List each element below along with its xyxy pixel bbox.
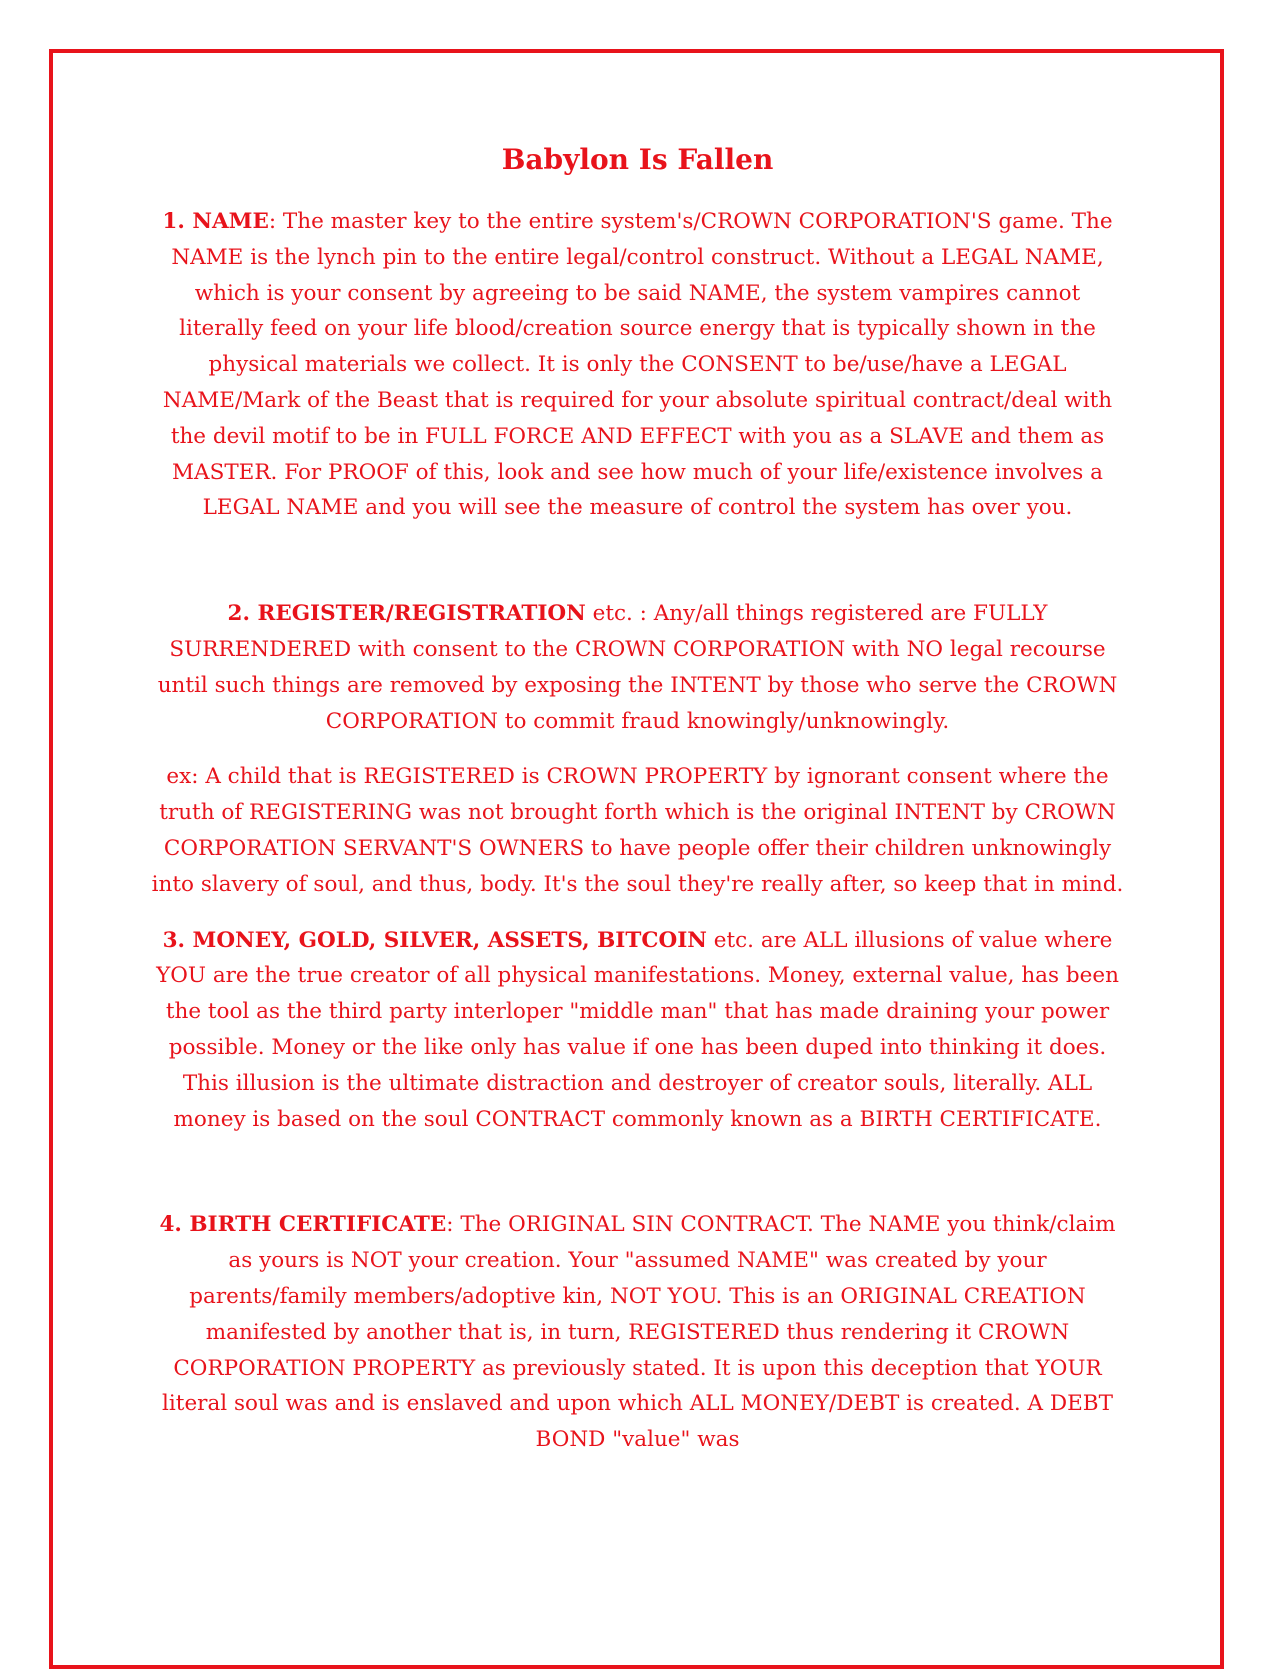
document-title: Babylon Is Fallen <box>501 143 774 176</box>
spacer <box>150 903 1125 923</box>
section-text: : The ORIGINAL SIN CONTRACT. The NAME you think/claim as yours is NOT your creation. Your "assumed NAME" was created by your parents/family members/adoptive kin, NOT YOU. This is an ORIGINAL CREATION manifested by another that is, in turn, REGISTERED thus rendering it CROWN CORPORATION PROPERTY as previously stated. It is upon this deception that YOUR literal soul was and is enslaved and upon which ALL MONEY/DEBT is created. A DEBT BOND "value" was <box>162 1212 1116 1453</box>
spacer <box>150 739 1125 759</box>
document-body <box>150 140 1125 1458</box>
section-money <box>150 923 1125 1138</box>
section-register <box>150 596 1125 739</box>
spacer <box>150 526 1125 596</box>
section-lead: 1. NAME <box>162 209 269 234</box>
spacer <box>150 1137 1125 1207</box>
section-lead: 4. BIRTH CERTIFICATE <box>159 1212 447 1238</box>
section-text: etc. : Any/all things registered are FULLY SURRENDERED with consent to the CROWN CORPORATION with NO legal recourse until such things are removed by exposing the INTENT by those who serve the CROWN CORPORATION to commit fraud knowingly/unknowingly. <box>157 601 1118 734</box>
section-lead: 2. REGISTER/REGISTRATION <box>227 601 586 627</box>
section-birth-certificate <box>150 1207 1125 1458</box>
section-name <box>150 204 1125 526</box>
section-text: : The master key to the entire system's/CROWN CORPORATION'S game. The NAME is the lynch pin to the entire legal/control construct. Without a LEGAL NAME, which is your consent by agreeing to be said NAME, the system vampires cannot literally feed on your life blood/creation source energy that is typically shown in the physical materials we collect. It is only the CONSENT to be/use/have a LEGAL NAME/Mark of the Beast that is required for your absolute spiritual contract/deal with the devil motif to be in FULL FORCE AND EFFECT with you as a SLAVE and them as MASTER. For PROOF of this, look and see how much of your life/existence involves a LEGAL NAME and you will see the measure of control the system has over you. <box>162 209 1113 521</box>
section-lead: 3. MONEY, GOLD, SILVER, ASSETS, BITCOIN <box>162 927 707 953</box>
section-register-example: ex: A child that is REGISTERED is CROWN PROPERTY by ignorant consent where the truth of REGISTERING was not brought forth which is the original INTENT by CROWN CORPORATION SERVANT'S OWNERS to have people offer their children unknowingly into slavery of soul, and thus, body. It's the soul they're really after, so keep that in mind. <box>151 764 1124 897</box>
section-text: etc. are ALL illusions of value where YOU are the true creator of all physical manifestations. Money, external value, has been the tool as the third party interloper "middle man" that has made draining your power possible. Money or the like only has value if one has been duped into thinking it does. This illusion is the ultimate distraction and destroyer of creator souls, literally. ALL money is based on the soul CONTRACT commonly known as a BIRTH CERTIFICATE. <box>156 927 1119 1132</box>
